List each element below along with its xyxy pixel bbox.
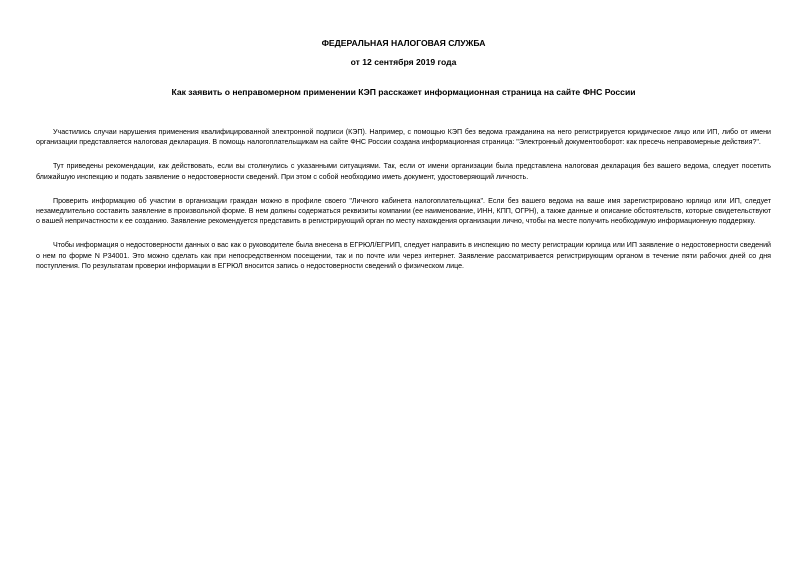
paragraph-2: Тут приведены рекомендации, как действовать, если вы столкнулись с указанными ситуациями. Так, если от имени организации была представлена налоговая декларация без вашего ведома, следует посетить ближайшую инспекцию и подать заявление о недостоверности сведений. При этом с собой необходимо иметь документ, удостоверяющий личность. [36, 162, 771, 181]
organization-header: ФЕДЕРАЛЬНАЯ НАЛОГОВАЯ СЛУЖБА [321, 38, 486, 48]
paragraph-4: Чтобы информация о недостоверности данных о вас как о руководителе была внесена в ЕГРЮЛ/ЕГРИП, следует направить в инспекцию по месту регистрации юрлица или ИП заявление о недостоверности сведений о нем по форме N Р34001. Это можно сделать как при непосредственном посещении, так и по почте или через интернет. Заявление рассматривается регистрирующим органом в течение пяти рабочих дней со дня поступления. По результатам проверки информации в ЕГРЮЛ вносится запись о недостоверности сведений о физическом лице. [36, 241, 771, 270]
document-date: от 12 сентября 2019 года [350, 57, 457, 67]
document-body [36, 127, 771, 285]
paragraph-3: Проверить информацию об участии в организации граждан можно в профиле своего "Личного кабинета налогоплательщика". Если без вашего ведома на ваше имя зарегистрировано юрлицо или ИП, следует незамедлительно составить заявление в произвольной форме. В нем должны содержаться реквизиты компании (ее наименование, ИНН, КПП, ОГРН), а также данные и описание обстоятельств, которые свидетельствуют о вашей непричастности к ее созданию. Заявление рекомендуется представить в регистрирующий орган по месту нахождения организации лично, чтобы на месте получить необходимую информационную поддержку. [36, 196, 771, 226]
paragraph-1: Участились случаи нарушения применения квалифицированной электронной подписи (КЭП). Например, с помощью КЭП без ведома гражданина на него регистрируется юридическое лицо или ИП, либо от имени организации представляется налоговая декларация. В помощь налогоплательщикам на сайте ФНС России создана информационная страница: "Электронный документооборот: как пресечь неправомерные действия?". [36, 128, 771, 147]
document-title: Как заявить о неправомерном применении КЭП расскажет информационная страница на сайте ФНС России [171, 87, 636, 97]
